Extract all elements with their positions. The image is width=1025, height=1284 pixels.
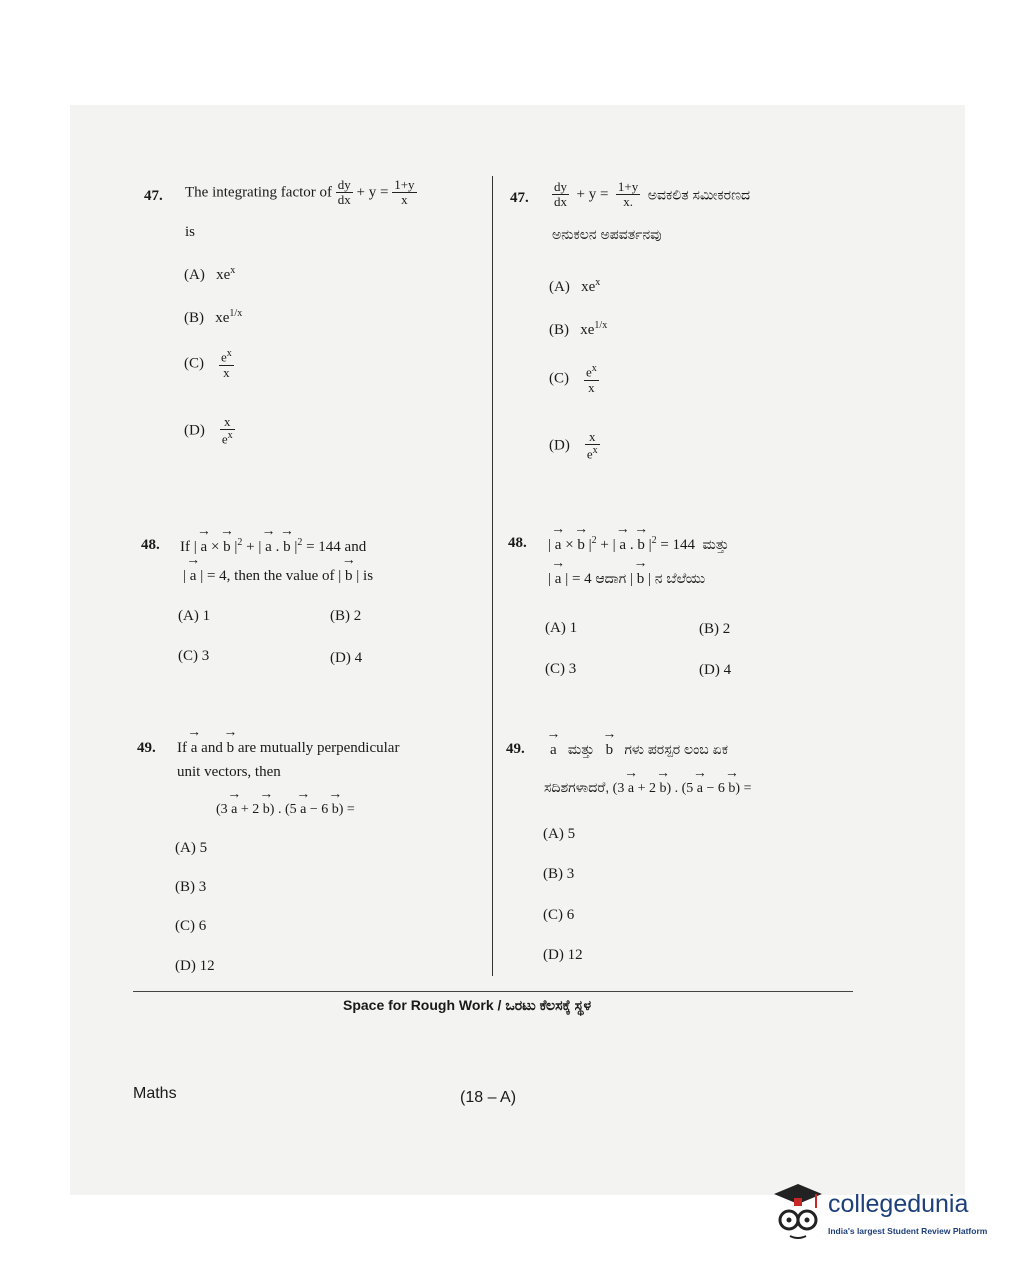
- q47k-stem: $\frac{dy}{dx}$ + y = $\frac{1+y}{x.}$ ಅವಕಲಿತ ಸಮೀಕರಣದ: [554, 179, 751, 210]
- q49k-option-b[interactable]: (B) 3: [543, 866, 575, 882]
- q47k-number: 47.: [510, 190, 529, 206]
- q47-plus-y: + y =: [356, 184, 389, 201]
- q47-stem: [185, 178, 417, 208]
- q47k-line2: ಅನುಕಲನ ಅಪವರ್ತನವು: [552, 226, 662, 242]
- q49-stem-line1: If → a and → b are mutually perpendicular: [177, 740, 399, 757]
- q47-suffix: is: [185, 224, 196, 240]
- q47-option-d[interactable]: (D) $\frac{x}{e^x}$: [184, 414, 233, 447]
- q47-number: 47.: [144, 188, 163, 204]
- q49-option-d[interactable]: (D) 12: [175, 958, 215, 974]
- q48-option-d[interactable]: (D) 4: [330, 650, 363, 666]
- q47-rhs: $\frac{1+y}{x}$: [394, 177, 415, 208]
- q48k-option-c[interactable]: (C) 3: [545, 661, 577, 677]
- q48k-stem-line1: | → a × → b $|^2$ + | → a . → b $|^2 = 144$ ಮತ್ತು: [548, 535, 729, 554]
- logo-name: collegedunia: [828, 1190, 969, 1218]
- collegedunia-logo: [768, 1180, 998, 1250]
- footer-rule: [133, 991, 853, 992]
- q48k-number: 48.: [508, 535, 527, 551]
- column-divider: [492, 176, 493, 976]
- q49-expression: (3 → a + 2 → b) . (5 → a − 6 → b) =: [216, 802, 355, 818]
- mascot-icon: [768, 1180, 826, 1250]
- q48-option-c[interactable]: (C) 3: [178, 648, 210, 664]
- q49-option-c[interactable]: (C) 6: [175, 918, 207, 934]
- subject-label: Maths: [133, 1085, 177, 1102]
- q47-dydx: $\frac{dy}{dx}$: [337, 177, 351, 208]
- q47-option-b[interactable]: (B) $xe^{1/x}$: [184, 308, 243, 326]
- q48-option-a[interactable]: (A) 1: [178, 608, 211, 624]
- q48k-option-b[interactable]: (B) 2: [699, 621, 731, 637]
- q49-stem-line2: unit vectors, then: [177, 764, 281, 780]
- q47k-option-c[interactable]: (C) $\frac{e^x}{x}$: [549, 363, 597, 395]
- q47-prefix: The integrating factor of: [185, 184, 333, 201]
- q49k-option-a[interactable]: (A) 5: [543, 826, 576, 842]
- q49-option-a[interactable]: (A) 5: [175, 840, 208, 856]
- q48k-option-d[interactable]: (D) 4: [699, 662, 732, 678]
- page-number: (18 – A): [460, 1089, 517, 1106]
- q49-option-b[interactable]: (B) 3: [175, 879, 207, 895]
- q47-option-a[interactable]: (A) $xe^x$: [184, 265, 236, 283]
- q48-number: 48.: [141, 537, 160, 553]
- q49k-number: 49.: [506, 741, 525, 757]
- q47k-option-b[interactable]: (B) $xe^{1/x}$: [549, 320, 608, 338]
- q47-option-c[interactable]: (C) $\frac{e^x}{x}$: [184, 348, 232, 380]
- q48k-stem-line2: | → a | = 4 ಆದಾಗ | → b | ನ ಬೆಲೆಯು: [548, 570, 705, 588]
- q49k-stem-line2: ಸದಿಶಗಳಾದರೆ, (3 → a + 2 → b) . (5 → a − 6 → b) =: [544, 779, 751, 797]
- q49k-option-c[interactable]: (C) 6: [543, 907, 575, 923]
- q48-stem-line1: If | → a × → b $|^2$ + | → a . → b $|^2 = 144$ and: [180, 537, 366, 556]
- q48k-option-a[interactable]: (A) 1: [545, 620, 578, 636]
- q47k-option-a[interactable]: (A) $xe^x$: [549, 277, 601, 295]
- q49-number: 49.: [137, 740, 156, 756]
- rough-work-label: Space for Rough Work / ಒರಟು ಕೆಲಸಕ್ಕೆ ಸ್ಥಳ: [343, 997, 592, 1013]
- q47k-option-d[interactable]: (D) $\frac{x}{e^x}$: [549, 429, 598, 462]
- q48-option-b[interactable]: (B) 2: [330, 608, 362, 624]
- q48-stem-line2: | → a | = 4, then the value of | → b | is: [183, 568, 373, 585]
- q49k-option-d[interactable]: (D) 12: [543, 947, 583, 963]
- logo-tagline: India's largest Student Review Platform: [828, 1226, 988, 1236]
- q49k-stem-line1: → a ಮತ್ತು → b ಗಳು ಪರಸ್ಪರ ಲಂಬ ಏಕ: [550, 741, 728, 759]
